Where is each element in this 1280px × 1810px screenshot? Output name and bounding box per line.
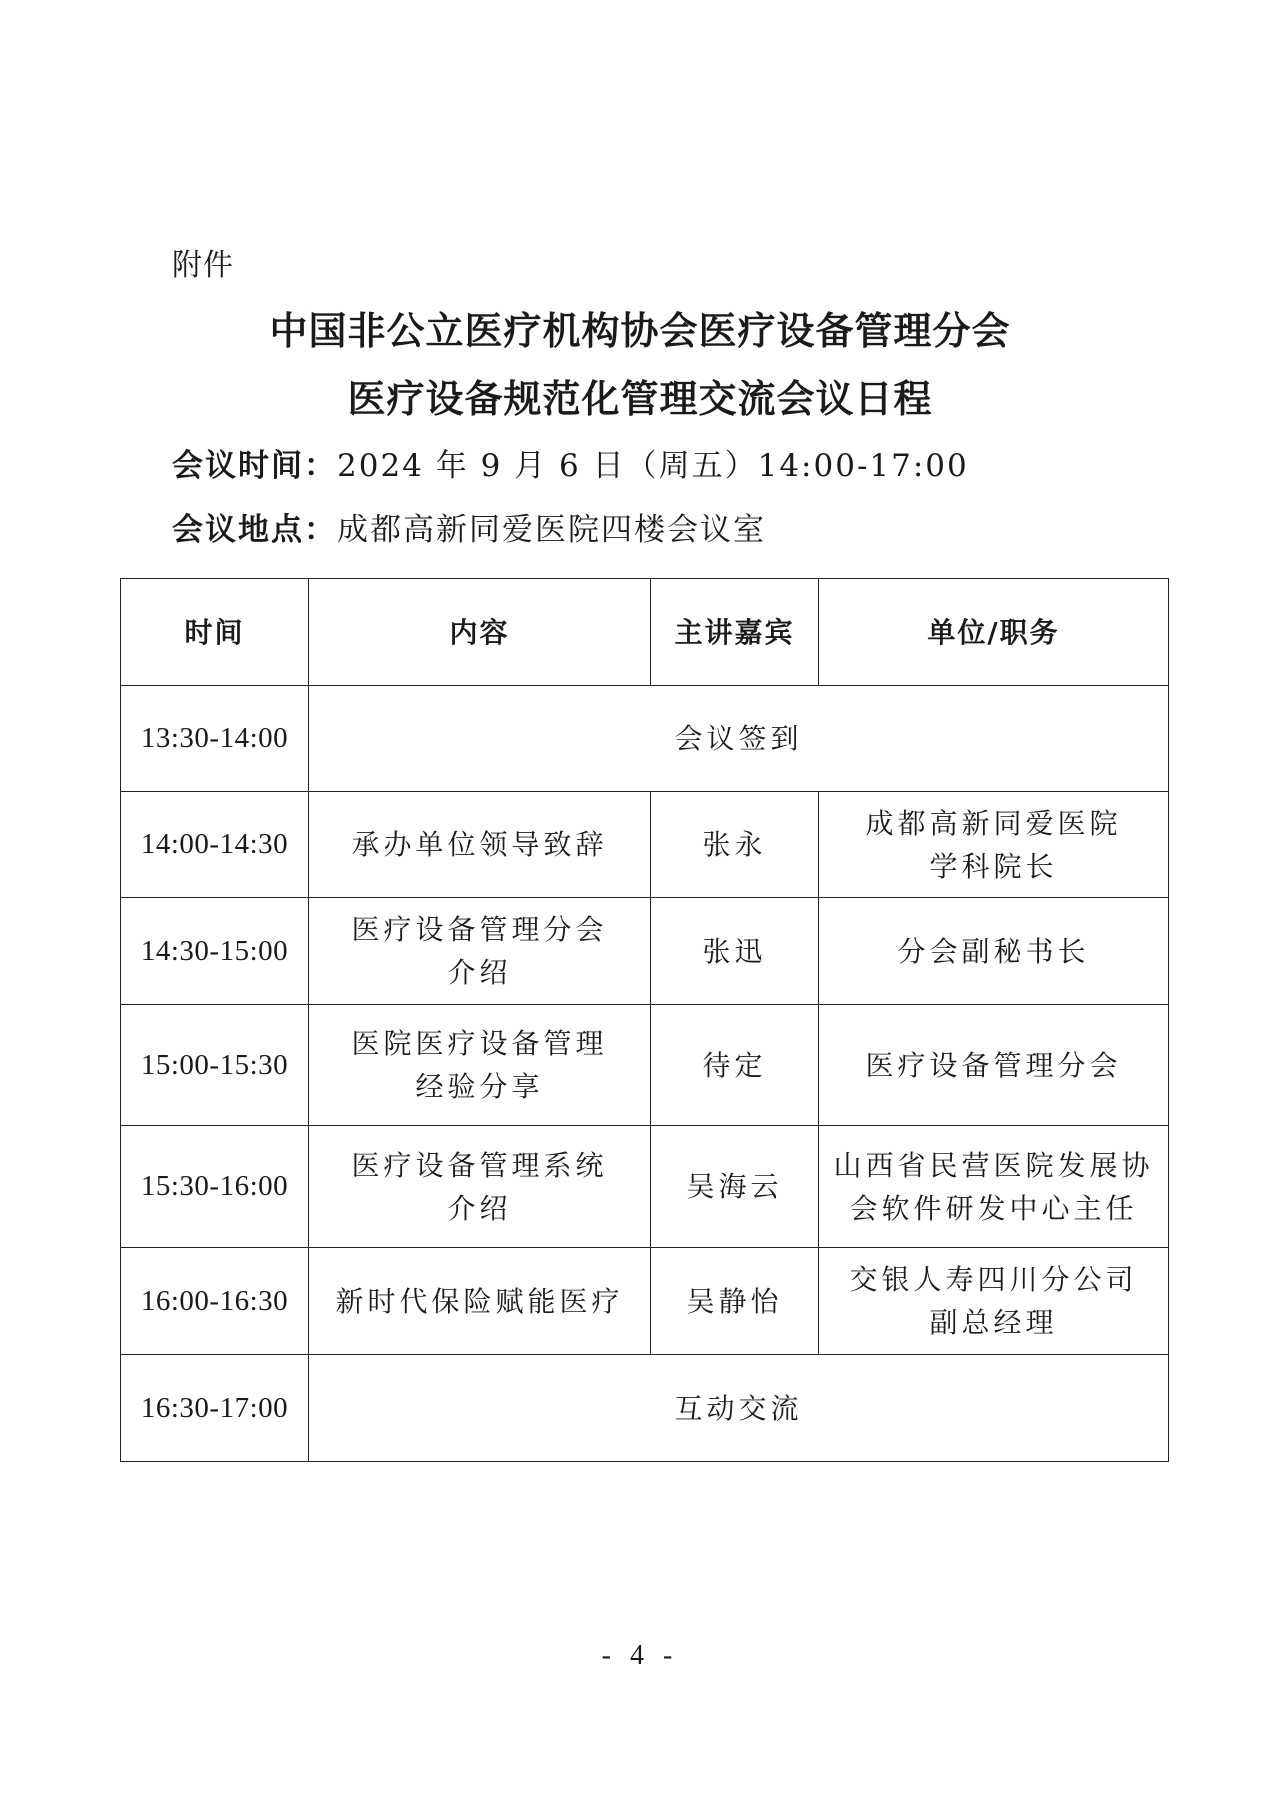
header-speaker: 主讲嘉宾 (651, 579, 819, 686)
table-row (121, 686, 1169, 792)
meeting-time-value: 2024 年 9 月 6 日（周五）14:00-17:00 (337, 448, 969, 484)
cell-org (819, 792, 1169, 898)
cell-time: 13:30-14:00 (121, 686, 309, 792)
table-row (121, 1248, 1169, 1355)
cell-speaker: 吴静怡 (651, 1248, 819, 1355)
cell-time: 16:30-17:00 (121, 1355, 309, 1462)
cell-content-line: 介绍 (447, 1191, 512, 1225)
cell-content-line: 医院医疗设备管理 (351, 1027, 608, 1060)
cell-speaker: 张迅 (651, 898, 819, 1005)
cell-merged: 互动交流 (309, 1355, 1169, 1462)
cell-content: 承办单位领导致辞 (309, 792, 651, 898)
header-time: 时间 (121, 579, 309, 686)
cell-time: 16:00-16:30 (121, 1248, 309, 1355)
cell-time: 15:00-15:30 (121, 1005, 309, 1126)
table-row (121, 1005, 1169, 1126)
attachment-label: 附件 (172, 248, 234, 283)
meeting-time (172, 440, 969, 485)
cell-org: 分会副秘书长 (819, 898, 1169, 1005)
document-title-line-1: 中国非公立医疗机构协会医疗设备管理分会 (269, 309, 1011, 353)
cell-time: 15:30-16:00 (121, 1126, 309, 1248)
cell-speaker: 吴海云 (651, 1126, 819, 1248)
cell-content: 新时代保险赋能医疗 (309, 1248, 651, 1355)
cell-merged: 会议签到 (309, 686, 1169, 792)
meeting-place-value: 成都高新同爱医院四楼会议室 (337, 512, 766, 548)
cell-content (309, 898, 651, 1005)
cell-org: 医疗设备管理分会 (819, 1005, 1169, 1126)
cell-org-line: 学科院长 (929, 849, 1058, 883)
cell-org-line: 交银人寿四川分公司 (849, 1263, 1138, 1296)
table-row (121, 1355, 1169, 1462)
cell-time: 14:00-14:30 (121, 792, 309, 898)
meeting-time-label: 会议时间： (172, 448, 337, 484)
cell-org (819, 1248, 1169, 1355)
header-org: 单位/职务 (819, 579, 1169, 686)
cell-content-line: 经验分享 (415, 1070, 544, 1103)
cell-content (309, 1005, 651, 1126)
table-row (121, 898, 1169, 1005)
header-content: 内容 (309, 579, 651, 686)
cell-time: 14:30-15:00 (121, 898, 309, 1005)
cell-org (819, 1126, 1169, 1248)
cell-org-line: 山西省民营医院发展协 (833, 1148, 1154, 1182)
document-title-line-2: 医疗设备规范化管理交流会议日程 (347, 377, 933, 421)
cell-org-line: 副总经理 (929, 1306, 1058, 1339)
cell-content-line: 介绍 (447, 956, 512, 989)
cell-org-line: 成都高新同爱医院 (865, 806, 1122, 840)
meeting-place (172, 504, 766, 549)
table-header-row (121, 579, 1169, 686)
meeting-place-label: 会议地点： (172, 512, 337, 548)
cell-content-line: 医疗设备管理系统 (351, 1148, 608, 1182)
cell-speaker: 待定 (651, 1005, 819, 1126)
cell-speaker: 张永 (651, 792, 819, 898)
table-row (121, 792, 1169, 898)
cell-content (309, 1126, 651, 1248)
page-number: - 4 - (601, 1640, 679, 1671)
schedule-table (120, 578, 1169, 1462)
table-row (121, 1126, 1169, 1248)
cell-org-line: 会软件研发中心主任 (849, 1191, 1138, 1225)
cell-content-line: 医疗设备管理分会 (351, 913, 608, 946)
